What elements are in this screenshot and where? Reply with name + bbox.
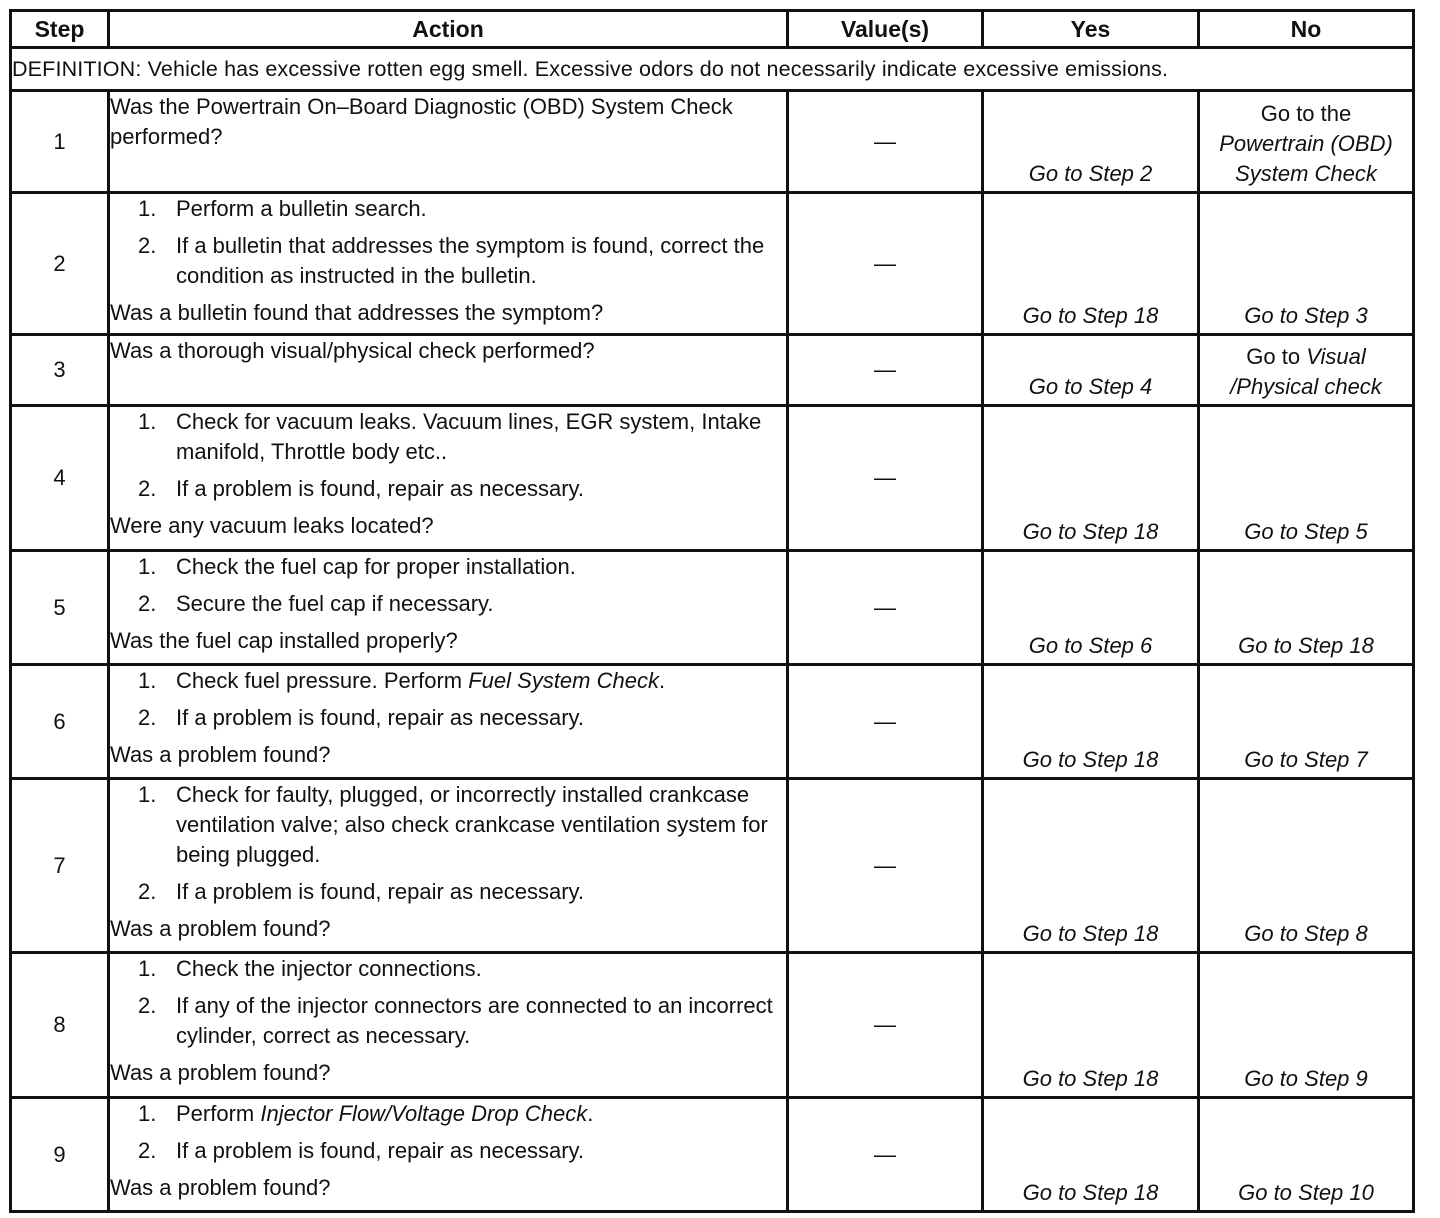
action-substep <box>110 666 786 696</box>
yes-cell <box>983 551 1199 665</box>
substep-text: Check the injector connections. <box>176 956 482 981</box>
value-cell: — <box>788 406 983 551</box>
substep-number: 2. <box>138 705 157 730</box>
substep-procedure-link: Fuel System Check <box>468 668 659 693</box>
header-action: Action <box>109 11 788 48</box>
action-cell <box>109 953 788 1098</box>
no-cell <box>1199 1098 1414 1212</box>
action-substep <box>110 552 786 582</box>
action-steps <box>110 954 786 1051</box>
action-steps <box>110 1099 786 1166</box>
action-substep <box>110 780 786 870</box>
definition-row <box>11 48 1414 91</box>
no-result: Go to Step 10 <box>1238 1180 1374 1205</box>
substep-text: If a problem is found, repair as necessary. <box>176 1138 585 1163</box>
step-number: 8 <box>11 953 109 1098</box>
yes-result: Go to Step 18 <box>1022 519 1159 544</box>
no-cell <box>1199 551 1414 665</box>
substep-text: Secure the fuel cap if necessary. <box>176 591 494 616</box>
yes-cell <box>983 406 1199 551</box>
action-substep <box>110 589 786 619</box>
action-substep <box>110 407 786 467</box>
substep-text: Check the fuel cap for proper installation. <box>176 554 576 579</box>
table-row <box>11 665 1414 779</box>
substep-text: If a problem is found, repair as necessary. <box>176 705 585 730</box>
yes-result: Go to Step 18 <box>1022 303 1159 328</box>
no-cell <box>1199 665 1414 779</box>
substep-text-end: . <box>658 668 666 693</box>
yes-result: Go to Step 4 <box>1028 374 1153 399</box>
substep-number: 1. <box>138 1101 157 1126</box>
action-substep <box>110 877 786 907</box>
no-result: Go to Step 3 <box>1244 303 1368 328</box>
step-number: 9 <box>11 1098 109 1212</box>
step-number: 3 <box>11 335 109 406</box>
step-number: 5 <box>11 551 109 665</box>
table-row <box>11 406 1414 551</box>
substep-number: 1. <box>138 409 157 434</box>
substep-text: Check for faulty, plugged, or incorrectly installed crankcase ventilation valve; also check crankcase ventilation system for being plugged. <box>176 782 768 867</box>
action-cell <box>109 1098 788 1212</box>
action-substep <box>110 1136 786 1166</box>
action-substep <box>110 474 786 504</box>
action-question: Was a problem found? <box>110 742 331 767</box>
table-row <box>11 193 1414 335</box>
no-cell <box>1199 335 1414 406</box>
substep-text: If a bulletin that addresses the symptom is found, correct the condition as instructed in the bulletin. <box>176 233 765 288</box>
action-cell <box>109 779 788 953</box>
value-cell: — <box>788 953 983 1098</box>
yes-result: Go to Step 18 <box>1022 1180 1159 1205</box>
action-steps <box>110 552 786 619</box>
step-number: 6 <box>11 665 109 779</box>
substep-text: Check for vacuum leaks. Vacuum lines, EGR system, Intake manifold, Throttle body etc.. <box>176 409 762 464</box>
action-steps <box>110 666 786 733</box>
header-yes: Yes <box>983 11 1199 48</box>
diagnostic-table-sheet <box>9 9 1412 1213</box>
action-question: Was a thorough visual/physical check performed? <box>110 338 595 363</box>
table-row <box>11 335 1414 406</box>
substep-number: 1. <box>138 196 157 221</box>
substep-text: Perform a bulletin search. <box>176 196 427 221</box>
definition-text: DEFINITION: Vehicle has excessive rotten egg smell. Excessive odors do not necessarily indicate excessive emissions. <box>11 48 1414 91</box>
action-substep <box>110 1099 786 1129</box>
yes-cell <box>983 91 1199 193</box>
step-number: 7 <box>11 779 109 953</box>
yes-cell <box>983 193 1199 335</box>
substep-number: 2. <box>138 879 157 904</box>
no-result: Go to Step 18 <box>1238 633 1374 658</box>
no-cell <box>1199 193 1414 335</box>
table-row <box>11 91 1414 193</box>
action-steps <box>110 780 786 907</box>
action-steps <box>110 407 786 504</box>
value-cell: — <box>788 1098 983 1212</box>
yes-cell <box>983 1098 1199 1212</box>
substep-number: 1. <box>138 554 157 579</box>
diagnostic-table <box>9 9 1415 1213</box>
substep-number: 2. <box>138 1138 157 1163</box>
no-result-target: Powertrain (OBD) System Check <box>1219 131 1393 186</box>
action-substep <box>110 231 786 291</box>
substep-text: Perform <box>176 1101 261 1126</box>
no-result-target: Visual /Physical check <box>1230 344 1382 399</box>
action-question: Was the fuel cap installed properly? <box>110 628 458 653</box>
substep-text: Check fuel pressure. Perform <box>176 668 469 693</box>
yes-result: Go to Step 2 <box>1028 161 1153 186</box>
substep-number: 1. <box>138 782 157 807</box>
yes-cell <box>983 953 1199 1098</box>
substep-text: If any of the injector connectors are connected to an incorrect cylinder, correct as necessary. <box>176 993 773 1048</box>
action-substep <box>110 954 786 984</box>
action-question: Were any vacuum leaks located? <box>110 513 434 538</box>
substep-procedure-link: Injector Flow/Voltage Drop Check <box>260 1101 588 1126</box>
table-row <box>11 953 1414 1098</box>
action-cell <box>109 665 788 779</box>
header-row <box>11 11 1414 48</box>
no-result: Go to Step 5 <box>1244 519 1368 544</box>
action-cell <box>109 91 788 193</box>
substep-number: 2. <box>138 476 157 501</box>
value-cell: — <box>788 665 983 779</box>
no-cell <box>1199 953 1414 1098</box>
no-result-prefix: Go to <box>1246 344 1301 369</box>
action-cell <box>109 551 788 665</box>
action-question: Was a problem found? <box>110 1060 331 1085</box>
action-cell <box>109 193 788 335</box>
action-question: Was a bulletin found that addresses the symptom? <box>110 300 604 325</box>
action-steps <box>110 194 786 291</box>
yes-cell <box>983 665 1199 779</box>
table-row <box>11 551 1414 665</box>
table-row <box>11 1098 1414 1212</box>
header-no: No <box>1199 11 1414 48</box>
action-cell <box>109 406 788 551</box>
step-number: 2 <box>11 193 109 335</box>
value-cell: — <box>788 193 983 335</box>
no-result-prefix: Go to the <box>1260 101 1352 126</box>
yes-cell <box>983 779 1199 953</box>
substep-number: 2. <box>138 993 157 1018</box>
action-substep <box>110 703 786 733</box>
step-number: 4 <box>11 406 109 551</box>
action-substep <box>110 991 786 1051</box>
action-cell <box>109 335 788 406</box>
value-cell: — <box>788 335 983 406</box>
no-result: Go to Step 7 <box>1244 747 1368 772</box>
substep-text: If a problem is found, repair as necessary. <box>176 476 585 501</box>
yes-cell <box>983 335 1199 406</box>
no-result: Go to Step 8 <box>1244 921 1368 946</box>
no-result: Go to Step 9 <box>1244 1066 1368 1091</box>
substep-number: 2. <box>138 591 157 616</box>
table-row <box>11 779 1414 953</box>
header-values: Value(s) <box>788 11 983 48</box>
yes-result: Go to Step 18 <box>1022 1066 1159 1091</box>
no-cell <box>1199 779 1414 953</box>
substep-text-end: . <box>587 1101 594 1126</box>
step-number: 1 <box>11 91 109 193</box>
yes-result: Go to Step 18 <box>1022 747 1159 772</box>
action-question: Was a problem found? <box>110 916 331 941</box>
no-result <box>1200 342 1412 402</box>
value-cell: — <box>788 91 983 193</box>
no-cell <box>1199 406 1414 551</box>
no-result <box>1200 99 1412 189</box>
action-question: Was a problem found? <box>110 1175 331 1200</box>
value-cell: — <box>788 779 983 953</box>
header-step: Step <box>11 11 109 48</box>
value-cell: — <box>788 551 983 665</box>
action-question: Was the Powertrain On–Board Diagnostic (OBD) System Check performed? <box>110 94 733 149</box>
yes-result: Go to Step 6 <box>1028 633 1153 658</box>
action-substep <box>110 194 786 224</box>
substep-number: 1. <box>138 956 157 981</box>
substep-number: 2. <box>138 233 157 258</box>
no-cell <box>1199 91 1414 193</box>
yes-result: Go to Step 18 <box>1022 921 1159 946</box>
substep-text: If a problem is found, repair as necessary. <box>176 879 585 904</box>
substep-number: 1. <box>138 668 157 693</box>
